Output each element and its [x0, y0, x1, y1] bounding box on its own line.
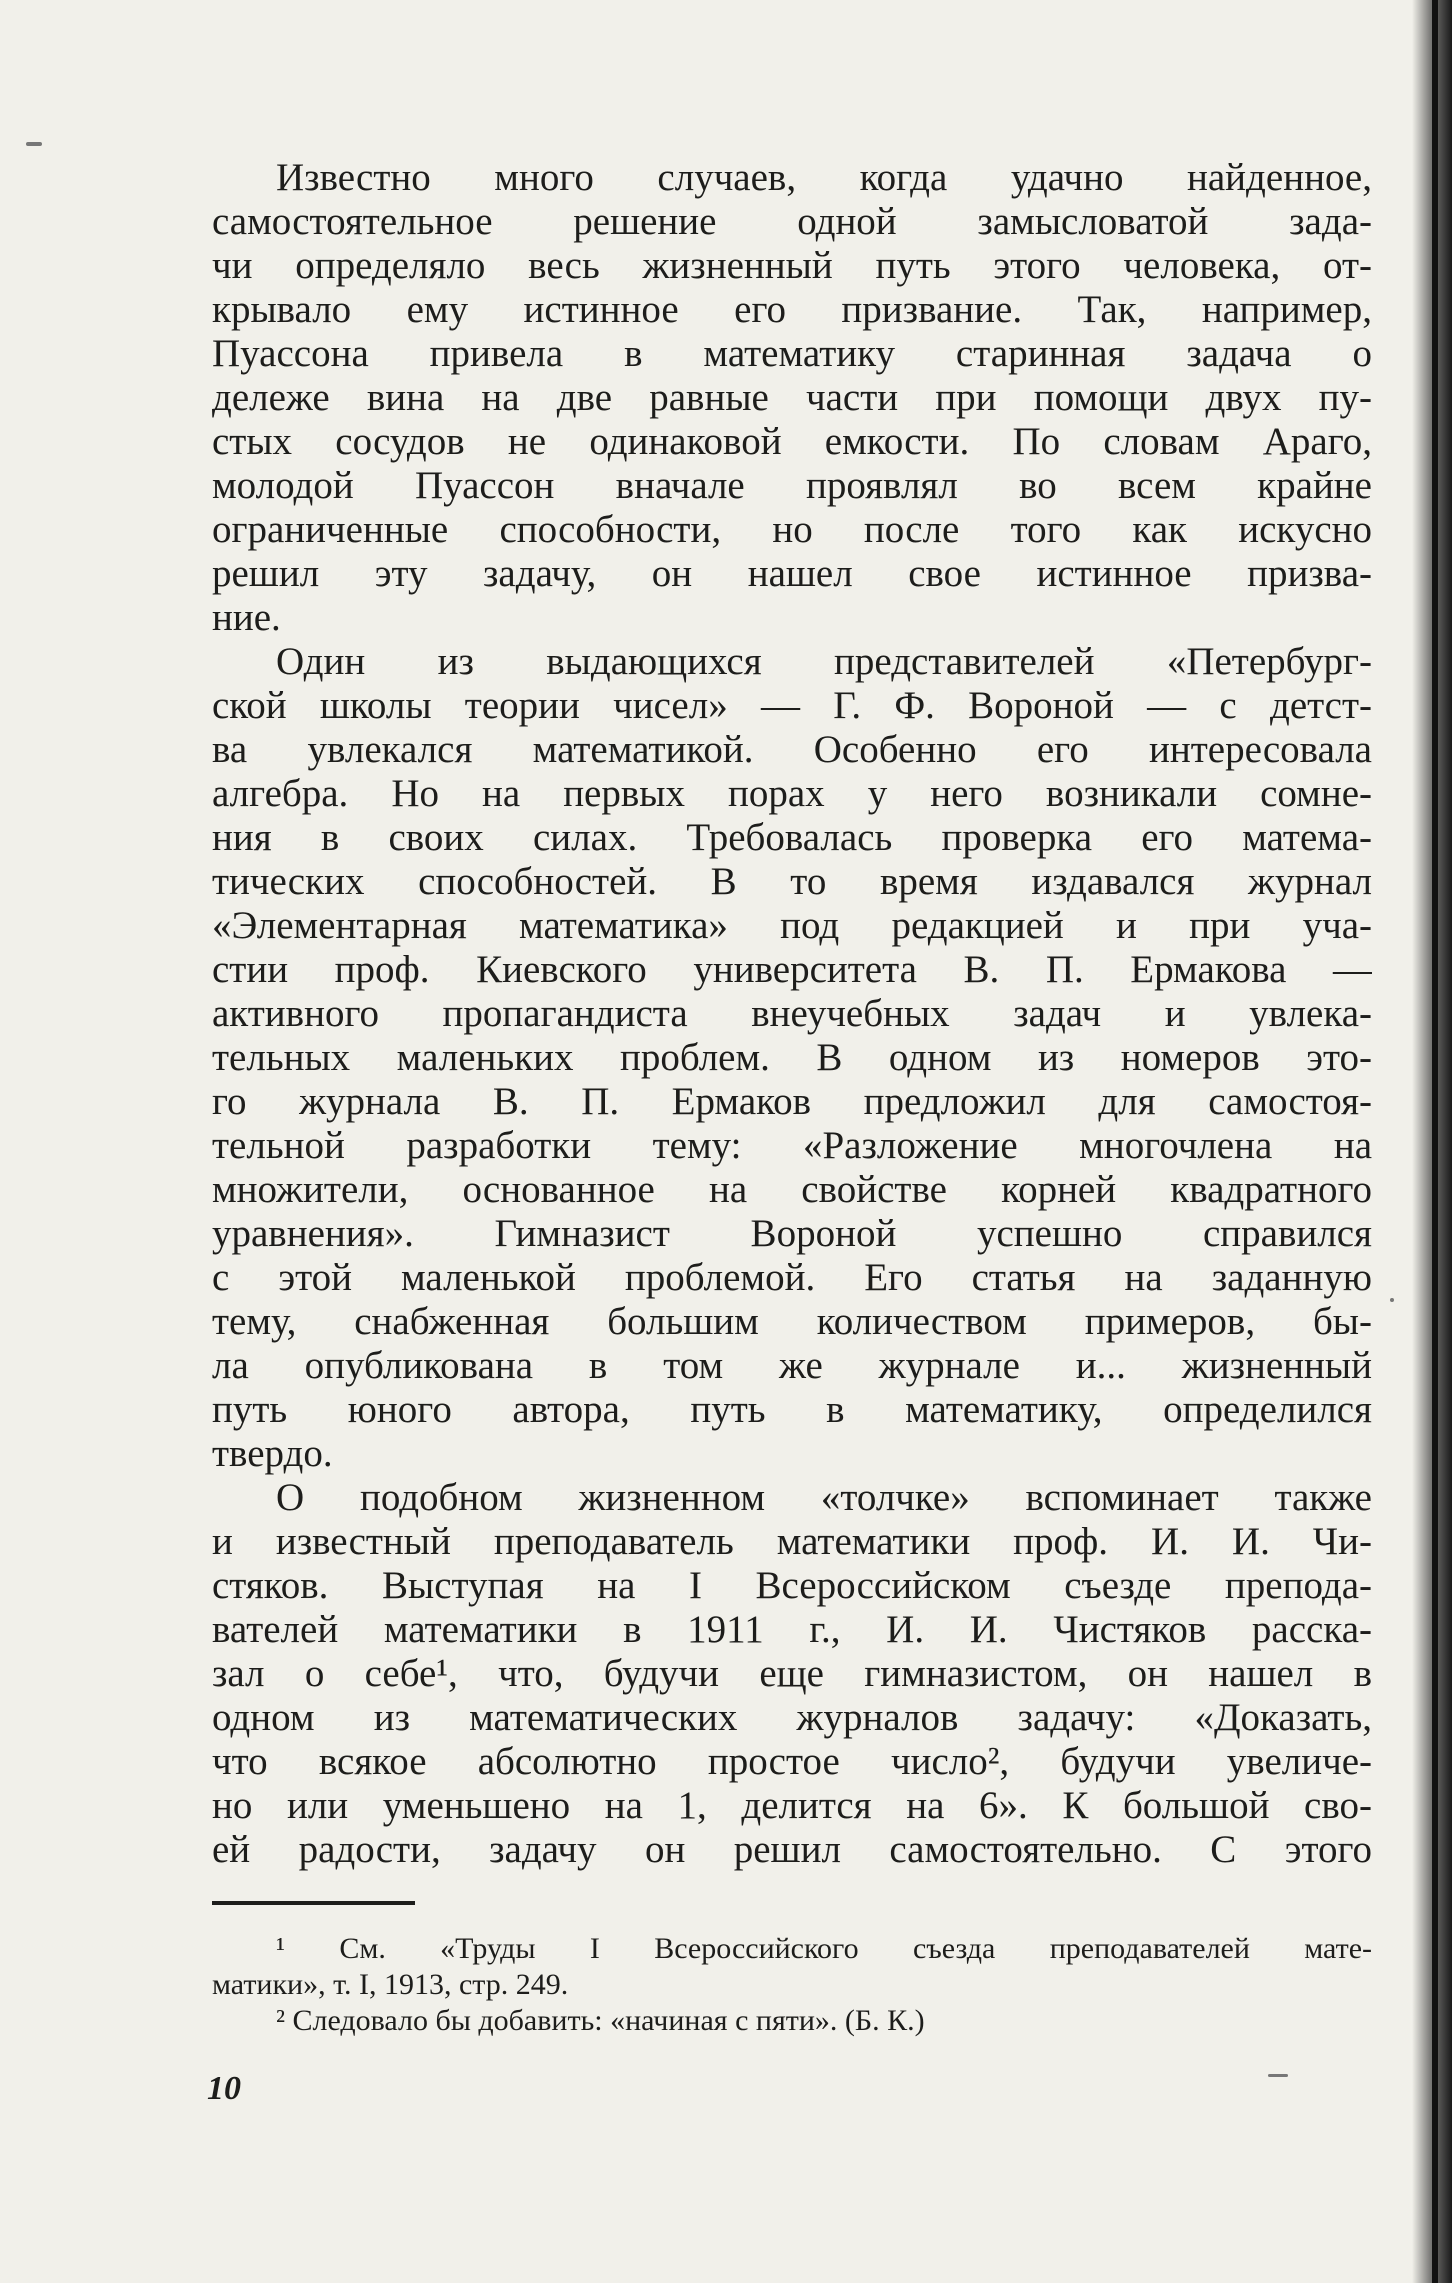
page-number: 10: [207, 2070, 241, 2107]
text-line: чи определяло весь жизненный путь этого человека, от-: [212, 244, 1372, 287]
text-line: уравнения». Гимназист Вороной успешно справился: [212, 1212, 1372, 1255]
paragraph-2: [212, 640, 1372, 1476]
paragraph-3: [212, 1476, 1372, 1872]
text-line: вателей математики в 1911 г., И. И. Чистяков расска-: [212, 1608, 1372, 1651]
text-line: ей радости, задачу он решил самостоятельно. С этого: [212, 1828, 1372, 1871]
text-line: стых сосудов не одинаковой емкости. По словам Араго,: [212, 420, 1372, 463]
footnote-line: ¹ См. «Труды I Всероссийского съезда преподавателей мате-: [276, 1932, 1372, 1965]
text-line: Пуассона привела в математику старинная задача о: [212, 332, 1372, 375]
footnote-divider: [212, 1901, 415, 1905]
text-line: ва увлекался математикой. Особенно его интересовала: [212, 728, 1372, 771]
text-line: решил эту задачу, он нашел свое истинное призва-: [212, 552, 1372, 595]
footnote-line: матики», т. I, 1913, стр. 249.: [212, 1968, 569, 2001]
scan-speck: [26, 142, 42, 146]
text-line: го журнала В. П. Ермаков предложил для самостоя-: [212, 1080, 1372, 1123]
text-line: стии проф. Киевского университета В. П. Ермакова —: [212, 948, 1372, 991]
text-line: ния в своих силах. Требовалась проверка его матема-: [212, 816, 1372, 859]
text-line: одном из математических журналов задачу: «Доказать,: [212, 1696, 1372, 1739]
text-line: ской школы теории чисел» — Г. Ф. Вороной — с детст-: [212, 684, 1372, 727]
text-line: тельных маленьких проблем. В одном из номеров это-: [212, 1036, 1372, 1079]
text-line: зал о себе¹, что, будучи еще гимназистом, он нашел в: [212, 1652, 1372, 1695]
text-line: стяков. Выступая на I Всероссийском съезде препода-: [212, 1564, 1372, 1607]
text-line: молодой Пуассон вначале проявлял во всем крайне: [212, 464, 1372, 507]
text-line: тельной разработки тему: «Разложение многочлена на: [212, 1124, 1372, 1167]
text-line: дележе вина на две равные части при помощи двух пу-: [212, 376, 1372, 419]
scan-speck: [1390, 1298, 1394, 1302]
text-line: но или уменьшено на 1, делится на 6». К большой сво-: [212, 1784, 1372, 1827]
text-line: ние.: [212, 596, 281, 639]
text-line: ограниченные способности, но после того как искусно: [212, 508, 1372, 551]
footnotes: [212, 1931, 1372, 2039]
text-line: «Элементарная математика» под редакцией и при уча-: [212, 904, 1372, 947]
text-line: алгебра. Но на первых порах у него возникали сомне-: [212, 772, 1372, 815]
text-line: ла опубликована в том же журнале и... жизненный: [212, 1344, 1372, 1387]
page-edge-line: [1432, 0, 1438, 2283]
text-line: Известно много случаев, когда удачно найденное,: [276, 156, 1372, 199]
text-line: путь юного автора, путь в математику, определился: [212, 1388, 1372, 1431]
text-line: крывало ему истинное его призвание. Так, например,: [212, 288, 1372, 331]
text-line: тему, снабженная большим количеством примеров, бы-: [212, 1300, 1372, 1343]
text-line: множители, основанное на свойстве корней квадратного: [212, 1168, 1372, 1211]
text-line: самостоятельное решение одной замысловатой зада-: [212, 200, 1372, 243]
text-line: с этой маленькой проблемой. Его статья на заданную: [212, 1256, 1372, 1299]
text-line: что всякое абсолютно простое число², будучи увеличе-: [212, 1740, 1372, 1783]
footnote-line: ² Следовало бы добавить: «начиная с пяти». (Б. К.): [276, 2004, 925, 2037]
text-line: тических способностей. В то время издавался журнал: [212, 860, 1372, 903]
paragraph-1: [212, 156, 1372, 640]
text-line: Один из выдающихся представителей «Петербург-: [276, 640, 1372, 683]
text-line: и известный преподаватель математики проф. И. И. Чи-: [212, 1520, 1372, 1563]
text-line: О подобном жизненном «толчке» вспоминает также: [276, 1476, 1372, 1519]
text-line: активного пропагандиста внеучебных задач и увлека-: [212, 992, 1372, 1035]
scan-speck: [1268, 2074, 1288, 2077]
text-line: твердо.: [212, 1432, 333, 1475]
